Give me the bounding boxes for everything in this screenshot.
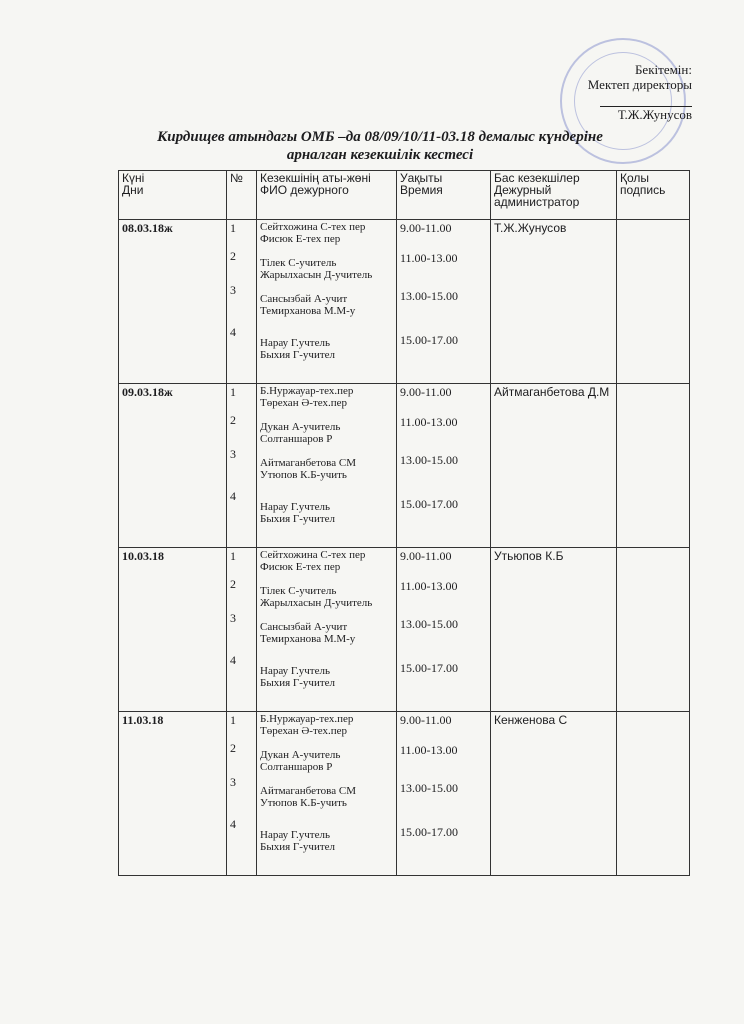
duty-person-name: Тілек С-учитель [260, 257, 337, 269]
column-header [397, 171, 491, 220]
duty-person-name: Нарау Г.учтель [260, 337, 330, 349]
duty-pair [260, 829, 335, 853]
table-header-row [119, 171, 690, 220]
signature-cell [617, 548, 690, 712]
duty-person-name: Нарау Г.учтель [260, 829, 330, 841]
duty-person-name: Быхия Г-учител [260, 513, 336, 525]
slot-number: 1 [230, 549, 236, 563]
date-cell: 10.03.18 [119, 548, 227, 712]
duty-person-name: Нарау Г.учтель [260, 501, 330, 513]
column-header [227, 171, 257, 220]
duty-pair [260, 749, 340, 773]
time-slot: 13.00-15.00 [400, 289, 458, 303]
duty-person-name: Нарау Г.учтель [260, 665, 330, 677]
column-header [257, 171, 397, 220]
table-row [119, 548, 690, 712]
signature-cell [617, 220, 690, 384]
slot-number: 1 [230, 221, 236, 235]
duty-pair [260, 385, 353, 409]
title-line-2: арналган кезекшілік кестесі [286, 147, 474, 163]
slot-number: 3 [230, 611, 236, 625]
duty-person-name: Солтаншаров Р [260, 433, 333, 445]
slot-number: 1 [230, 713, 236, 727]
names-cell [257, 712, 397, 876]
column-header-line: ФИО дежурного [260, 183, 349, 197]
duty-person-name: Солтаншаров Р [260, 761, 333, 773]
approval-name: Т.Ж.Жунусов [617, 107, 692, 122]
duty-person-name: Быхия Г-учител [260, 349, 336, 361]
date-cell: 09.03.18ж [119, 384, 227, 548]
time-slot: 9.00-11.00 [400, 549, 452, 563]
number-cell [227, 548, 257, 712]
duty-person-name: Темирханова М.М-у [260, 633, 356, 645]
number-cell [227, 384, 257, 548]
table-row [119, 712, 690, 876]
admin-cell: Кенженова С [491, 712, 617, 876]
column-header-line: Кезекшінің аты-жөні [260, 171, 371, 185]
duty-person-name: Утюпов К.Б-учить [260, 469, 347, 481]
signature-cell [617, 384, 690, 548]
time-slot: 11.00-13.00 [400, 415, 458, 429]
column-header-line: Қолы [620, 171, 650, 185]
duty-person-name: Сейтхожина С-тех пер [260, 221, 366, 233]
names-cell [257, 384, 397, 548]
slot-number: 4 [230, 817, 236, 831]
time-cell [397, 712, 491, 876]
duty-person-name: Айтмаганбетова СМ [260, 785, 356, 797]
table-row [119, 220, 690, 384]
column-header-line: Дежурный [494, 183, 552, 197]
duty-person-name: Сейтхожина С-тех пер [260, 549, 366, 561]
duty-person-name: Жарылхасын Д-учитель [260, 269, 373, 281]
time-slot: 11.00-13.00 [400, 579, 458, 593]
approval-label: Бекітемін: [634, 62, 692, 77]
duty-pair [260, 293, 355, 317]
slot-number: 1 [230, 385, 236, 399]
duty-person-name: Фисюк Е-тех пер [260, 233, 341, 245]
column-header [617, 171, 690, 220]
column-header-line: Бас кезекшілер [494, 171, 580, 185]
duty-person-name: Сансызбай А-учит [260, 621, 348, 633]
time-cell [397, 220, 491, 384]
slot-number: 3 [230, 775, 236, 789]
time-cell [397, 384, 491, 548]
column-header-line: Дни [122, 183, 144, 197]
slot-number: 2 [230, 577, 236, 591]
duty-pair [260, 257, 372, 281]
slot-number: 2 [230, 413, 236, 427]
time-slot: 11.00-13.00 [400, 251, 458, 265]
signature-cell [617, 712, 690, 876]
duty-pair [260, 665, 335, 689]
duty-person-name: Фисюк Е-тех пер [260, 561, 341, 573]
admin-cell: Айтмаганбетова Д.М [491, 384, 617, 548]
time-slot: 15.00-17.00 [400, 497, 458, 511]
duty-pair [260, 337, 335, 361]
duty-person-name: Быхия Г-учител [260, 677, 336, 689]
number-cell [227, 220, 257, 384]
duty-pair [260, 421, 340, 445]
time-slot: 9.00-11.00 [400, 385, 452, 399]
duty-pair [260, 713, 353, 737]
time-slot: 13.00-15.00 [400, 453, 458, 467]
date-cell: 11.03.18 [119, 712, 227, 876]
column-header-line: № [230, 171, 243, 185]
duty-person-name: Утюпов К.Б-учить [260, 797, 347, 809]
time-slot: 15.00-17.00 [400, 661, 458, 675]
column-header-line: Күні [122, 171, 145, 185]
duty-pair [260, 785, 356, 809]
column-header [119, 171, 227, 220]
duty-person-name: Б.Нуржауар-тех.пер [260, 713, 354, 725]
duty-pair [260, 501, 335, 525]
time-slot: 15.00-17.00 [400, 825, 458, 839]
title-line-1: Кирдищев атындагы ОМБ –да 08/09/10/11-03.18 демалыс күндеріне [157, 129, 603, 145]
time-slot: 9.00-11.00 [400, 713, 452, 727]
duty-schedule-table [118, 170, 690, 876]
column-header-line: Уақыты [400, 171, 443, 185]
time-slot: 15.00-17.00 [400, 333, 458, 347]
duty-person-name: Дукан А-учитель [260, 421, 341, 433]
names-cell [257, 220, 397, 384]
column-header-line: администратор [494, 195, 580, 209]
duty-person-name: Дукан А-учитель [260, 749, 341, 761]
slot-number: 3 [230, 447, 236, 461]
time-slot: 13.00-15.00 [400, 617, 458, 631]
time-slot: 9.00-11.00 [400, 221, 452, 235]
date-cell: 08.03.18ж [119, 220, 227, 384]
slot-number: 4 [230, 325, 236, 339]
duty-pair [260, 585, 372, 609]
slot-number: 2 [230, 249, 236, 263]
slot-number: 2 [230, 741, 236, 755]
column-header-line: Времия [400, 183, 443, 197]
duty-pair [260, 621, 355, 645]
slot-number: 4 [230, 653, 236, 667]
slot-number: 4 [230, 489, 236, 503]
duty-person-name: Жарылхасын Д-учитель [260, 597, 373, 609]
time-slot: 11.00-13.00 [400, 743, 458, 757]
duty-pair [260, 457, 356, 481]
duty-person-name: Темирханова М.М-у [260, 305, 356, 317]
duty-person-name: Тілек С-учитель [260, 585, 337, 597]
time-slot: 13.00-15.00 [400, 781, 458, 795]
duty-person-name: Быхия Г-учител [260, 841, 336, 853]
column-header-line: подпись [620, 183, 666, 197]
slot-number: 3 [230, 283, 236, 297]
duty-person-name: Сансызбай А-учит [260, 293, 348, 305]
approval-block [588, 62, 692, 122]
duty-pair [260, 221, 365, 245]
duty-person-name: Төрехан Ә-тех.пер [260, 725, 348, 737]
number-cell [227, 712, 257, 876]
duty-person-name: Айтмаганбетова СМ [260, 457, 356, 469]
admin-cell: Т.Ж.Жунусов [491, 220, 617, 384]
approval-position: Мектеп директоры [587, 77, 692, 92]
names-cell [257, 548, 397, 712]
admin-cell: Утьюпов К.Б [491, 548, 617, 712]
duty-person-name: Төрехан Ә-тех.пер [260, 397, 348, 409]
duty-person-name: Б.Нуржауар-тех.пер [260, 385, 354, 397]
table-row [119, 384, 690, 548]
document-title [120, 128, 640, 164]
time-cell [397, 548, 491, 712]
column-header [491, 171, 617, 220]
duty-pair [260, 549, 365, 573]
